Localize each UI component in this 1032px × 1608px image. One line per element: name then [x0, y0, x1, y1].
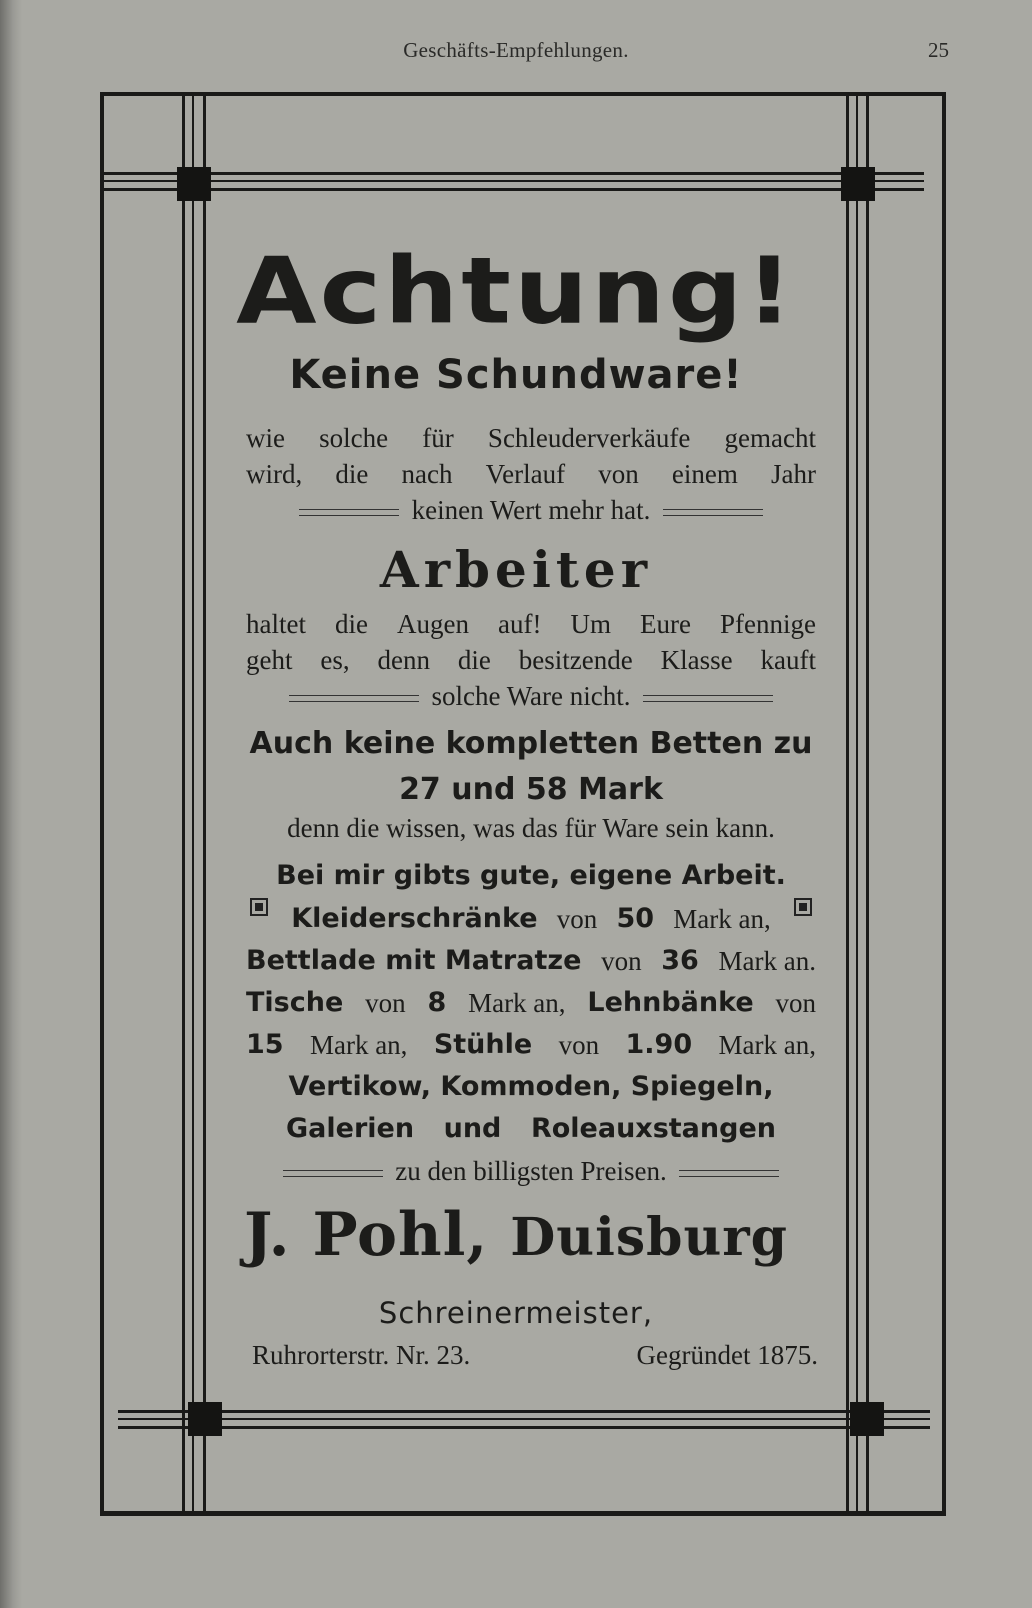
firm-city: Duisburg	[510, 1207, 789, 1268]
word: von	[558, 1030, 600, 1060]
double-rule-ornament	[679, 1170, 779, 1177]
word: Eure	[640, 609, 691, 639]
frame-rail-top-2	[104, 180, 924, 182]
product-line-3	[246, 982, 816, 1024]
betten-line-1: Auch keine kompletten Betten zu	[249, 726, 813, 761]
word: von	[601, 946, 642, 976]
word: für	[422, 423, 454, 453]
frame-corner-block-top-right	[841, 167, 875, 201]
closing-text: zu den billigsten Preisen.	[395, 1156, 667, 1186]
word: geht	[246, 645, 293, 675]
product-line-5: Vertikow, Kommoden, Spiegeln,	[288, 1071, 774, 1102]
word: Mark an,	[673, 904, 771, 934]
word: solche	[319, 423, 389, 453]
double-rule-ornament	[289, 695, 419, 702]
frame-rail-bottom-2	[118, 1418, 930, 1420]
double-rule-ornament	[643, 695, 773, 702]
word: wird,	[246, 459, 303, 489]
word: einem	[671, 459, 738, 489]
betten-line-2: 27 und 58 Mark	[399, 772, 663, 807]
word: Mark an,	[309, 1030, 408, 1060]
product-line-1	[246, 898, 816, 940]
word: Jahr	[771, 459, 816, 489]
word: von	[598, 459, 639, 489]
price: 36	[661, 945, 699, 976]
word: Schleuderverkäufe	[487, 423, 691, 453]
betten-line-3: denn die wissen, was das für Ware sein kann.	[287, 813, 775, 843]
frame-rail-bottom-1	[118, 1410, 930, 1413]
ad-headline: Achtung!	[236, 237, 796, 345]
word: Um	[570, 609, 611, 639]
word: auf!	[498, 609, 542, 639]
paragraph-line	[246, 492, 816, 528]
product-name: Bettlade mit Matratze	[246, 945, 582, 976]
page-header-title: Geschäfts-Empfehlungen.	[403, 38, 629, 62]
paragraph-schundware	[246, 420, 816, 528]
word: wie	[246, 423, 285, 453]
address-line	[252, 1340, 818, 1371]
price: 8	[427, 987, 447, 1018]
frame-corner-block-bottom-left	[188, 1402, 222, 1436]
price: 50	[616, 903, 655, 934]
word: es,	[320, 645, 350, 675]
word: von	[365, 988, 406, 1018]
word: Pfennige	[720, 609, 816, 639]
arbeiter-heading: Arbeiter	[379, 540, 653, 599]
frame-rail-top-3	[104, 188, 924, 191]
word: Augen	[397, 609, 469, 639]
frame-rail-top-1	[104, 172, 924, 175]
closing-text: keinen Wert mehr hat.	[411, 495, 651, 525]
ad-subheadline: Keine Schundware!	[289, 352, 743, 398]
paragraph-line	[246, 456, 816, 492]
word: Verlauf	[485, 459, 566, 489]
price: 15	[246, 1029, 284, 1060]
product-name: Roleauxstangen	[530, 1113, 776, 1144]
double-rule-ornament	[299, 509, 399, 516]
product-name: Stühle	[433, 1029, 533, 1060]
frame-corner-block-bottom-right	[850, 1402, 884, 1436]
firm-surname: Pohl,	[312, 1200, 489, 1270]
firm-name	[0, 1200, 1032, 1270]
word: besitzende	[518, 645, 633, 675]
double-rule-ornament	[283, 1170, 383, 1177]
page-number: 25	[928, 38, 949, 62]
word: Mark an,	[468, 988, 566, 1018]
product-name: Lehnbänke	[587, 987, 754, 1018]
paragraph-arbeiter	[246, 606, 816, 714]
frame-rail-bottom-3	[118, 1426, 930, 1429]
ornament-icon	[794, 898, 812, 916]
firm-initial: J.	[243, 1200, 291, 1270]
double-rule-ornament	[663, 509, 763, 516]
word: Mark an.	[718, 946, 816, 976]
product-line-7	[246, 1150, 816, 1192]
word: nach	[401, 459, 453, 489]
paragraph-line	[246, 642, 816, 678]
word: von	[556, 904, 598, 934]
word: die	[335, 609, 368, 639]
closing-text: solche Ware nicht.	[431, 681, 631, 711]
founded-year: Gegründet 1875.	[636, 1340, 818, 1370]
word: kauft	[760, 645, 816, 675]
product-name: Kleiderschränke	[291, 903, 538, 934]
word: die	[335, 459, 369, 489]
product-line-6	[246, 1108, 816, 1150]
product-list	[246, 898, 816, 1192]
frame-corner-block-top-left	[177, 167, 211, 201]
own-work-line: Bei mir gibts gute, eigene Arbeit.	[276, 860, 786, 891]
paragraph-line	[246, 420, 816, 456]
word: gemacht	[724, 423, 816, 453]
profession: Schreinermeister,	[378, 1296, 654, 1330]
word: die	[457, 645, 491, 675]
ornament-icon	[250, 898, 268, 916]
paragraph-line	[246, 678, 816, 714]
word: und	[443, 1113, 502, 1144]
product-name: Galerien	[286, 1113, 415, 1144]
word: von	[775, 988, 816, 1018]
word: haltet	[246, 609, 306, 639]
product-line-4	[246, 1024, 816, 1066]
paragraph-line	[246, 606, 816, 642]
word: denn	[377, 645, 431, 675]
price: 1.90	[625, 1029, 693, 1060]
address: Ruhrorterstr. Nr. 23.	[252, 1340, 471, 1370]
product-line-2	[246, 940, 816, 982]
word: Mark an,	[718, 1030, 816, 1060]
product-name: Tische	[246, 987, 344, 1018]
word: Klasse	[660, 645, 733, 675]
